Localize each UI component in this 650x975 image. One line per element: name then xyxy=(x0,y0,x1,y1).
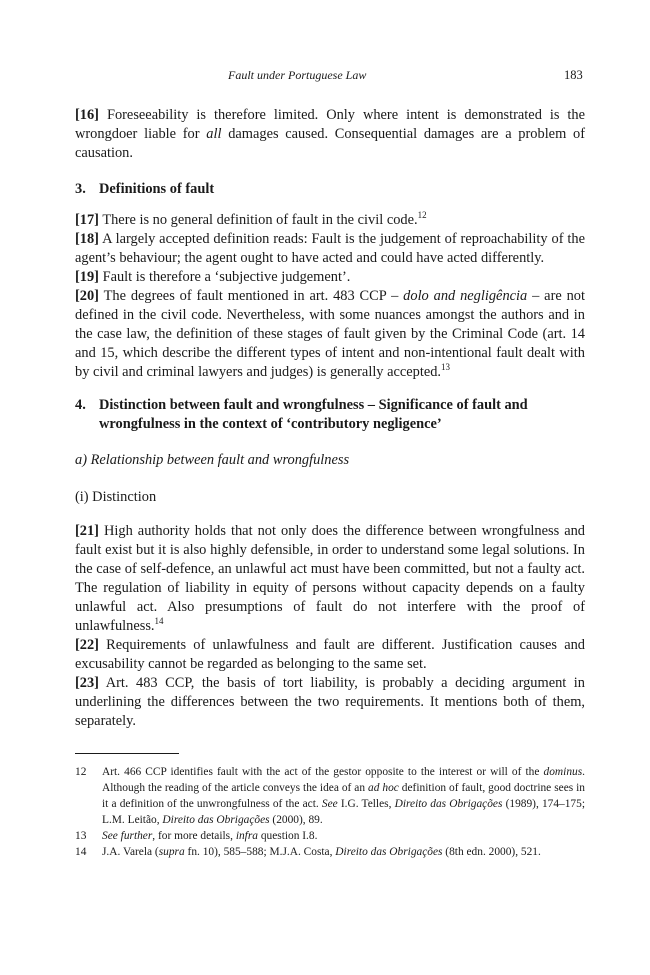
footnote-text: (2000), 89. xyxy=(269,814,323,826)
paragraph-text: Art. 483 CCP, the basis of tort liability, is probably a deciding argument in underlining the differences between the two requirements. It mentions both of them, separately. xyxy=(75,675,585,729)
footnote-14 xyxy=(75,844,585,860)
paragraph-text: – are not defined in the civil code. Nevertheless, with some nuances amongst the authors and in the case law, the definition of these stages of fault given by the Criminal Code (art. 14 and 15, which describe the different types of intent and non-intentional fault dealt with by civil and criminal lawyers and judges) is generally accepted. xyxy=(75,288,586,380)
paragraph-text: Requirements of unlawfulness and fault are different. Justification causes and excusability cannot be regarded as belonging to the same set. xyxy=(75,637,585,672)
paragraph-16 xyxy=(75,106,585,163)
emphasis: all xyxy=(206,126,222,142)
footnote-separator xyxy=(75,753,179,754)
emphasis: Direito das Obrigações xyxy=(162,814,270,826)
emphasis: infra xyxy=(235,830,258,842)
section-heading-3 xyxy=(75,180,585,199)
paragraph-text: Fault is therefore a ‘subjective judgement’. xyxy=(98,269,351,285)
paragraph-text: damages caused. Consequential damages are a problem of causation. xyxy=(75,126,585,161)
paragraph-number: [22] xyxy=(75,637,99,653)
paragraph-text: A largely accepted definition reads: Fault is the judgement of reproachability of the agent’s behaviour; the agent ought to have acted and could have acted differently. xyxy=(75,231,585,266)
footnotes xyxy=(75,764,585,860)
paragraph-17 xyxy=(75,211,585,230)
emphasis: dominus xyxy=(543,766,583,778)
paragraph-23 xyxy=(75,674,585,731)
footnote-number: 12 xyxy=(75,766,87,778)
footnote-number: 14 xyxy=(75,846,87,858)
running-title: Fault under Portuguese Law xyxy=(228,68,367,82)
paragraph-text: High authority holds that not only does the difference between wrongfulness and fault exist but it is also highly defensible, in order to understand some legal solutions. In the case of self-defence, an unlawful act must have been committed, but not a faulty act. The regulation of liability in equity of persons without capacity depends on a faulty unlawful act. Also presumptions of fault do not interfere with the proof of unlawfulness. xyxy=(75,523,585,634)
definitions-block xyxy=(75,211,585,382)
footnote-text: , for more details, xyxy=(152,830,236,842)
paragraph-text: There is no general definition of fault in the civil code. xyxy=(98,212,418,228)
footnote-text: definition of fault, good doctrine sees in it a definition of the unwrongfulness of the act. xyxy=(102,782,586,810)
footnote-ref: 14 xyxy=(154,616,164,627)
section-title: Distinction between fault and wrongfulness – Significance of fault and wrongfulness in the context of ‘contributory negligence’ xyxy=(99,397,528,432)
footnote-text: fn. 10), 585–588; M.J.A. Costa, xyxy=(184,846,336,858)
page-number: 183 xyxy=(564,68,583,82)
footnote-text: I.G. Telles, xyxy=(337,798,395,810)
paragraph-18 xyxy=(75,230,585,268)
paragraph-20 xyxy=(75,287,585,382)
paragraph-number: [16] xyxy=(75,107,99,123)
paragraph-19 xyxy=(75,268,585,287)
paragraph-22 xyxy=(75,636,585,674)
section-number: 4. xyxy=(75,397,86,413)
footnote-text: Art. 466 CCP identifies fault with the act of the gestor opposite to the interest or will of the xyxy=(102,766,544,778)
emphasis: See further xyxy=(102,830,153,842)
footnote-13 xyxy=(75,828,585,844)
section-title: Definitions of fault xyxy=(99,181,215,197)
footnote-text: (8th edn. 2000), 521. xyxy=(442,846,541,858)
paragraph-21 xyxy=(75,522,585,636)
paragraph-text: The degrees of fault mentioned in art. 483 CCP – xyxy=(98,288,404,304)
subsubsection-heading-i: (i) Distinction xyxy=(75,489,157,505)
footnote-text: J.A. Varela ( xyxy=(102,846,159,858)
footnote-ref: 12 xyxy=(417,210,427,221)
footnote-text: (1989), 174–175; L.M. Leitão, xyxy=(102,798,585,826)
paragraph-number: [17] xyxy=(75,212,99,228)
paragraph-number: [18] xyxy=(75,231,99,247)
footnote-number: 13 xyxy=(75,830,87,842)
emphasis: Direito das Obrigações xyxy=(335,846,443,858)
paragraph-number: [19] xyxy=(75,269,99,285)
paragraph-number: [20] xyxy=(75,288,99,304)
emphasis: See xyxy=(321,798,338,810)
section-number: 3. xyxy=(75,181,86,197)
footnote-12 xyxy=(75,764,585,828)
paragraph-number: [23] xyxy=(75,675,99,691)
section-heading-4 xyxy=(75,396,585,434)
emphasis: supra xyxy=(158,846,185,858)
emphasis: ad hoc xyxy=(368,782,399,794)
emphasis: Direito das Obrigações xyxy=(394,798,503,810)
paragraph-number: [21] xyxy=(75,523,99,539)
distinction-block xyxy=(75,522,585,731)
paragraph-text: Foreseeability is therefore limited. Only where intent is demonstrated is the wrongdoer liable for xyxy=(75,107,585,142)
footnote-text: question I.8. xyxy=(257,830,318,842)
emphasis: dolo and negligência xyxy=(403,288,528,304)
footnote-text: . Although the reading of the article conveys the idea of an xyxy=(102,766,585,794)
footnote-ref: 13 xyxy=(441,362,451,373)
subsection-heading-a: a) Relationship between fault and wrongfulness xyxy=(75,452,350,468)
